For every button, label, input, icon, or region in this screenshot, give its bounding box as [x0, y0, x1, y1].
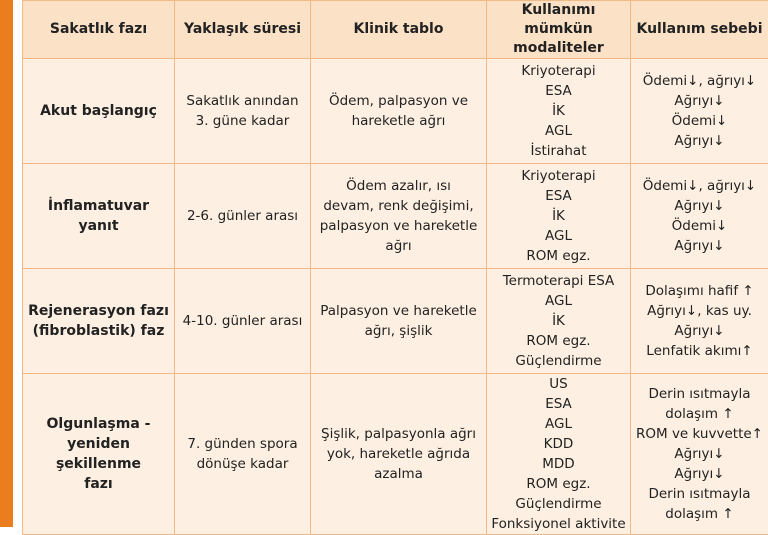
cell-line: Şişlik, palpasyonla ağrı — [315, 424, 482, 444]
cell-line: Rejenerasyon fazı — [27, 301, 170, 321]
cell-line: ROM egz. — [491, 474, 626, 494]
cell-line: hareketle ağrı — [315, 111, 482, 131]
cell-line: Ağrıyı↓ — [635, 321, 764, 341]
cell-line: Ağrıyı↓ — [635, 236, 764, 256]
orange-accent-bar — [0, 0, 13, 527]
cell-duration — [175, 59, 311, 164]
cell-clinical — [311, 164, 487, 269]
header-reason: Kullanım sebebi — [631, 1, 768, 59]
cell-line: İK — [491, 101, 626, 121]
cell-reasons — [631, 164, 768, 269]
cell-line: Ödem, palpasyon ve — [315, 91, 482, 111]
cell-line: İstirahat — [491, 141, 626, 161]
cell-duration — [175, 269, 311, 374]
cell-line: İK — [491, 311, 626, 331]
header-row — [23, 1, 768, 59]
cell-line: AGL — [491, 414, 626, 434]
cell-line: ESA — [491, 81, 626, 101]
cell-line: Akut başlangıç — [27, 101, 170, 121]
cell-line: Kriyoterapi — [491, 166, 626, 186]
cell-line: US — [491, 374, 626, 394]
cell-line: ROM ve kuvvette↑ — [635, 424, 764, 444]
cell-line: Ödemi↓, ağrıyı↓ — [635, 71, 764, 91]
cell-line: Ödemi↓, ağrıyı↓ — [635, 176, 764, 196]
cell-line: ESA — [491, 186, 626, 206]
cell-reasons — [631, 59, 768, 164]
cell-line: ağrı — [315, 236, 482, 256]
cell-line: AGL — [491, 121, 626, 141]
cell-line: Lenfatik akımı↑ — [635, 341, 764, 361]
cell-line: Ağrıyı↓ — [635, 196, 764, 216]
cell-modalities — [487, 269, 631, 374]
cell-phase — [23, 374, 175, 535]
header-duration: Yaklaşık süresi — [175, 1, 311, 59]
cell-line: fazı — [27, 474, 170, 494]
cell-line: dolaşım ↑ — [635, 404, 764, 424]
cell-reasons — [631, 269, 768, 374]
cell-line: devam, renk değişimi, — [315, 196, 482, 216]
cell-duration — [175, 164, 311, 269]
cell-line: KDD — [491, 434, 626, 454]
cell-clinical — [311, 269, 487, 374]
cell-line: Palpasyon ve hareketle — [315, 301, 482, 321]
cell-line: ESA — [491, 394, 626, 414]
cell-line: ağrı, şişlik — [315, 321, 482, 341]
cell-line: 3. güne kadar — [179, 111, 306, 131]
table-row — [23, 269, 768, 374]
table-row — [23, 59, 768, 164]
cell-line: Fonksiyonel aktivite — [491, 514, 626, 534]
cell-phase — [23, 59, 175, 164]
cell-line: Ağrıyı↓ — [635, 464, 764, 484]
table-row — [23, 164, 768, 269]
cell-line: Termoterapi ESA — [491, 271, 626, 291]
cell-line: 2-6. günler arası — [179, 206, 306, 226]
cell-line: Güçlendirme — [491, 494, 626, 514]
cell-line: Ağrıyı↓ — [635, 131, 764, 151]
cell-line: yeniden şekillenme — [27, 434, 170, 474]
cell-line: Kriyoterapi — [491, 61, 626, 81]
cell-clinical — [311, 374, 487, 535]
cell-modalities — [487, 374, 631, 535]
cell-line: 4-10. günler arası — [179, 311, 306, 331]
cell-phase — [23, 164, 175, 269]
cell-line: İK — [491, 206, 626, 226]
cell-line: azalma — [315, 464, 482, 484]
cell-modalities — [487, 59, 631, 164]
cell-line: İnflamatuvar yanıt — [27, 196, 170, 236]
cell-modalities — [487, 164, 631, 269]
cell-line: AGL — [491, 226, 626, 246]
cell-line: dönüşe kadar — [179, 454, 306, 474]
cell-line: palpasyon ve hareketle — [315, 216, 482, 236]
cell-line: Ödemi↓ — [635, 111, 764, 131]
cell-line: Ağrıyı↓, kas uy. — [635, 301, 764, 321]
cell-line: Ağrıyı↓ — [635, 91, 764, 111]
cell-line: Güçlendirme — [491, 351, 626, 371]
cell-duration — [175, 374, 311, 535]
cell-clinical — [311, 59, 487, 164]
cell-line: MDD — [491, 454, 626, 474]
cell-line: Ödem azalır, ısı — [315, 176, 482, 196]
cell-line: yok, hareketle ağrıda — [315, 444, 482, 464]
cell-phase — [23, 269, 175, 374]
cell-line: Derin ısıtmayla — [635, 484, 764, 504]
header-phase: Sakatlık fazı — [23, 1, 175, 59]
cell-line: dolaşım ↑ — [635, 504, 764, 524]
table-row — [23, 374, 768, 535]
cell-reasons — [631, 374, 768, 535]
cell-line: 7. günden spora — [179, 434, 306, 454]
header-clinical: Klinik tablo — [311, 1, 487, 59]
injury-phase-table — [22, 0, 768, 535]
cell-line: Ödemi↓ — [635, 216, 764, 236]
cell-line: ROM egz. — [491, 246, 626, 266]
header-modalities: Kullanımı mümkün modaliteler — [487, 1, 631, 59]
cell-line: Derin ısıtmayla — [635, 384, 764, 404]
table-container — [22, 0, 768, 527]
cell-line: Sakatlık anından — [179, 91, 306, 111]
cell-line: AGL — [491, 291, 626, 311]
cell-line: (fibroblastik) faz — [27, 321, 170, 341]
cell-line: ROM egz. — [491, 331, 626, 351]
cell-line: Ağrıyı↓ — [635, 444, 764, 464]
cell-line: Olgunlaşma - — [27, 414, 170, 434]
cell-line: Dolaşımı hafif ↑ — [635, 281, 764, 301]
